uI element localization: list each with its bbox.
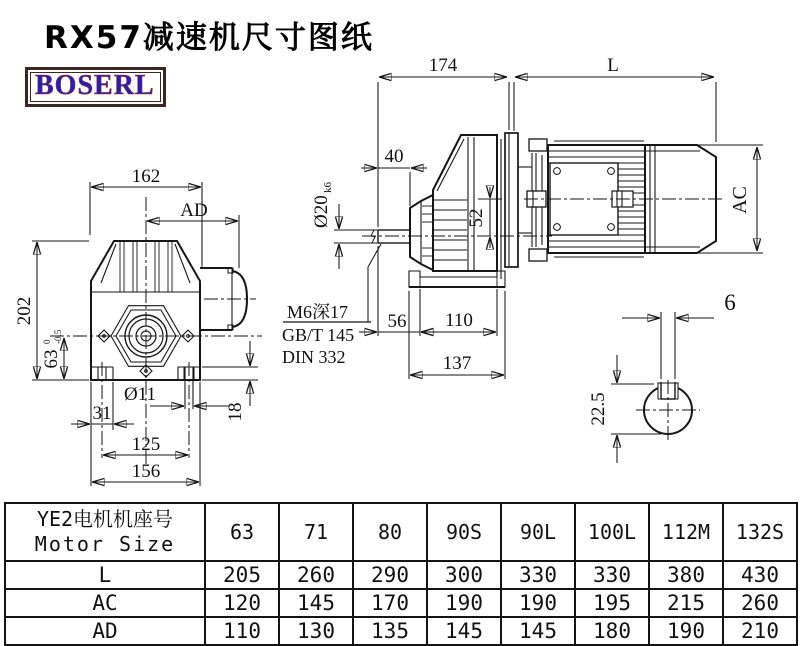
dim-162-label: 162: [131, 166, 161, 187]
note-din-label: DIN 332: [282, 347, 346, 367]
dim-ac-label: AC: [729, 186, 751, 214]
table-row-L: [5, 561, 797, 589]
dim-56-label: 56: [387, 311, 407, 332]
dim-40-label: 40: [384, 146, 404, 167]
value-cell: 210: [723, 617, 797, 645]
value-cell: 260: [723, 589, 797, 617]
frame-size-80: 80: [353, 503, 427, 561]
side-view-drawing: [282, 55, 763, 379]
value-cell: 290: [353, 561, 427, 589]
table-header-row: [5, 503, 797, 561]
value-cell: 260: [279, 561, 353, 589]
dim-63-tol-lower: -0.5: [53, 329, 63, 344]
value-cell: 110: [205, 617, 279, 645]
dim-l-label: L: [607, 55, 619, 76]
dim-22-5-label: 22.5: [588, 392, 609, 426]
row-label: AC: [5, 589, 205, 617]
value-cell: 205: [205, 561, 279, 589]
value-cell: 190: [427, 589, 501, 617]
dim-110-label: 110: [445, 310, 473, 331]
note-gb-label: GB/T 145: [282, 325, 355, 345]
brand-logo-text: BOSERL: [35, 70, 155, 101]
motor-size-header-cell: [5, 503, 205, 561]
dim-125-label: 125: [131, 434, 161, 455]
value-cell: 170: [353, 589, 427, 617]
dim-31-label: 31: [92, 403, 112, 424]
value-cell: 130: [279, 617, 353, 645]
frame-size-100l: 100L: [575, 503, 649, 561]
bearing-nose: [410, 195, 433, 270]
frame-size-90l: 90L: [501, 503, 575, 561]
dim-18-label: 18: [225, 402, 246, 422]
dim-137-label: 137: [442, 353, 472, 374]
motor-adapter: [505, 133, 547, 267]
frame-size-132s: 132S: [723, 503, 797, 561]
frame-size-112m: 112M: [649, 503, 723, 561]
feet-side: [409, 271, 505, 287]
frame-size-71: 71: [279, 503, 353, 561]
value-cell: 380: [649, 561, 723, 589]
dim-63-tol-upper: 0: [42, 339, 52, 344]
dim-ad-label: AD: [180, 200, 208, 221]
value-cell: 145: [279, 589, 353, 617]
value-cell: 300: [427, 561, 501, 589]
header-cn: YE2电机机座号: [36, 507, 174, 531]
row-label: AD: [5, 617, 205, 645]
value-cell: 145: [501, 617, 575, 645]
dim-shaft-dia-label: Ø20: [311, 195, 332, 228]
value-cell: 190: [501, 589, 575, 617]
dim-63-label: 63: [41, 349, 62, 369]
row-label: L: [5, 561, 205, 589]
dim-shaft-fit-label: k6: [322, 182, 334, 193]
side-view-dimensions: [283, 77, 763, 379]
value-cell: 145: [427, 617, 501, 645]
table-row-AC: [5, 589, 797, 617]
dim-52-label: 52: [466, 208, 487, 228]
frame-size-90s: 90S: [427, 503, 501, 561]
dim-d11-label: Ø11: [123, 384, 157, 405]
value-cell: 195: [575, 589, 649, 617]
value-cell: 190: [649, 617, 723, 645]
frame-size-63: 63: [205, 503, 279, 561]
gearbox-housing: [433, 135, 501, 279]
value-cell: 215: [649, 589, 723, 617]
dim-156-label: 156: [131, 461, 161, 482]
header-en: Motor Size: [34, 532, 176, 556]
page-title: RX57减速机尺寸图纸: [44, 20, 374, 56]
value-cell: 330: [501, 561, 575, 589]
shaft-key-section: [588, 290, 736, 463]
dim-202-label: 202: [14, 296, 35, 326]
note-thread-label: M6深17: [287, 302, 349, 322]
value-cell: 330: [575, 561, 649, 589]
dim-174-label: 174: [428, 55, 458, 76]
value-cell: 135: [353, 617, 427, 645]
motor-size-table: [4, 502, 798, 646]
table-row-AD: [5, 617, 797, 645]
value-cell: 120: [205, 589, 279, 617]
value-cell: 430: [723, 561, 797, 589]
value-cell: 180: [575, 617, 649, 645]
dim-6-label: 6: [724, 290, 736, 315]
